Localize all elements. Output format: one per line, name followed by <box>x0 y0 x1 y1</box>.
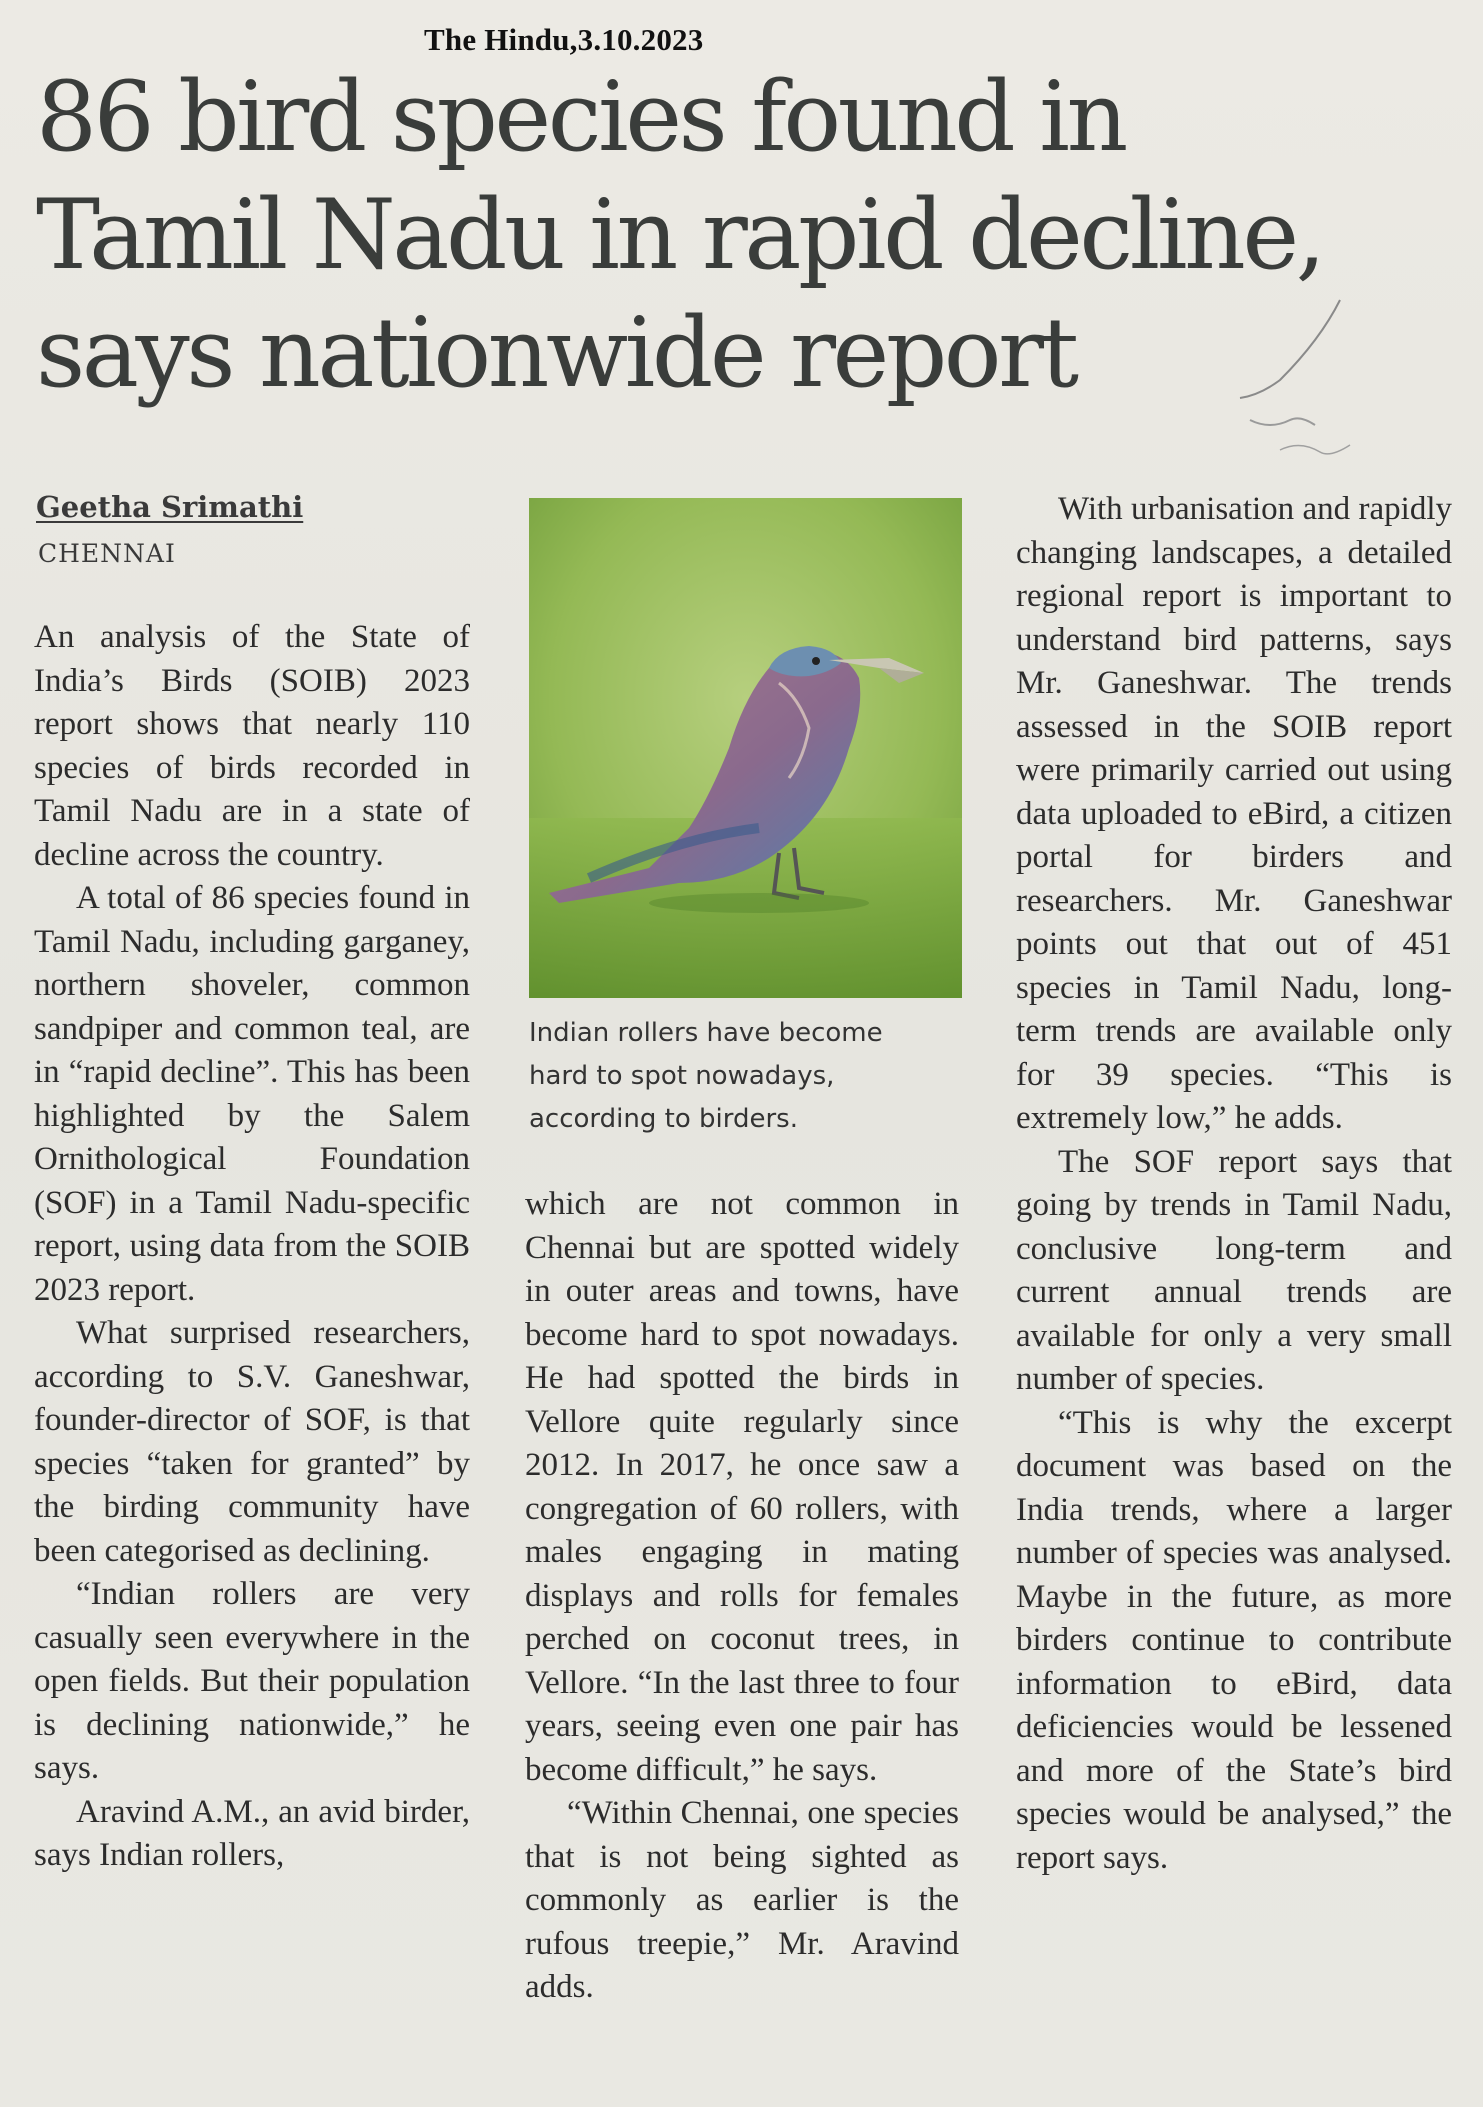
paragraph: With urbanisation and rapidly changing landscapes, a detailed regional report is important to understand bird patterns, says Mr. Ganeshwar. The trends assessed in the SOIB report were primarily carried out using data uploaded to eBird, a citizen portal for birders and researchers. Mr. Ganeshwar points out that out of 451 species in Tamil Nadu, long-term trends are available only for 39 species. “This is extremely low,” he adds. <box>1016 491 1452 1136</box>
handwritten-mark <box>1220 280 1400 480</box>
dateline: CHENNAI <box>38 539 176 568</box>
article-column-3 <box>1016 488 1452 1880</box>
article-column-1 <box>34 616 470 1878</box>
paragraph: What surprised researchers, according to S.V. Ganeshwar, founder-director of SOF, is that species “taken for granted” by the birding community have been categorised as declining. <box>34 1315 470 1569</box>
paragraph: An analysis of the State of India’s Birds (SOIB) 2023 report shows that nearly 110 species of birds recorded in Tamil Nadu are in a state of decline across the country. <box>34 619 470 873</box>
paragraph: which are not common in Chennai but are spotted widely in outer areas and towns, have become hard to spot nowadays. He had spotted the birds in Vellore quite regularly since 2012. In 2017, he once saw a congregation of 60 rollers, with males engaging in mating displays and rolls for females perched on coconut trees, in Vellore. “In the last three to four years, seeing even one pair has become difficult,” he says. <box>525 1186 959 1788</box>
source-label: The Hindu,3.10.2023 <box>424 22 704 57</box>
headline-line-3: says nationwide report <box>36 297 1076 409</box>
article-column-2 <box>525 1183 959 2010</box>
paragraph: A total of 86 species found in Tamil Nadu, including garganey, northern shoveler, common sandpiper and common teal, are in “rapid decline”. This has been highlighted by the Salem Ornithological Foundation (SOF) in a Tamil Nadu-specific report, using data from the SOIB 2023 report. <box>34 880 470 1308</box>
paragraph: The SOF report says that going by trends in Tamil Nadu, conclusive long-term and current annual trends are available for only a very small number of species. <box>1016 1143 1452 1397</box>
paragraph: “Within Chennai, one species that is not being sighted as commonly as earlier is the rufous treepie,” Mr. Aravind adds. <box>525 1795 959 2005</box>
paragraph: “This is why the excerpt document was based on the India trends, where a larger number of species was analysed. Maybe in the future, as more birders continue to contribute information to eBird, data deficiencies would be lessened and more of the State’s bird species would be analysed,” the report says. <box>1016 1404 1452 1876</box>
paragraph: “Indian rollers are very casually seen everywhere in the open fields. But their population is declining nationwide,” he says. <box>34 1576 470 1786</box>
headline-line-2: Tamil Nadu in rapid decline, <box>36 179 1323 291</box>
byline: Geetha Srimathi <box>36 490 304 524</box>
headline-line-1: 86 bird species found in <box>36 61 1125 173</box>
photo-caption: Indian rollers have become hard to spot nowadays, according to birders. <box>529 1018 883 1134</box>
indian-roller-photo <box>529 498 962 998</box>
paragraph: Aravind A.M., an avid birder, says Indian rollers, <box>34 1793 470 1873</box>
